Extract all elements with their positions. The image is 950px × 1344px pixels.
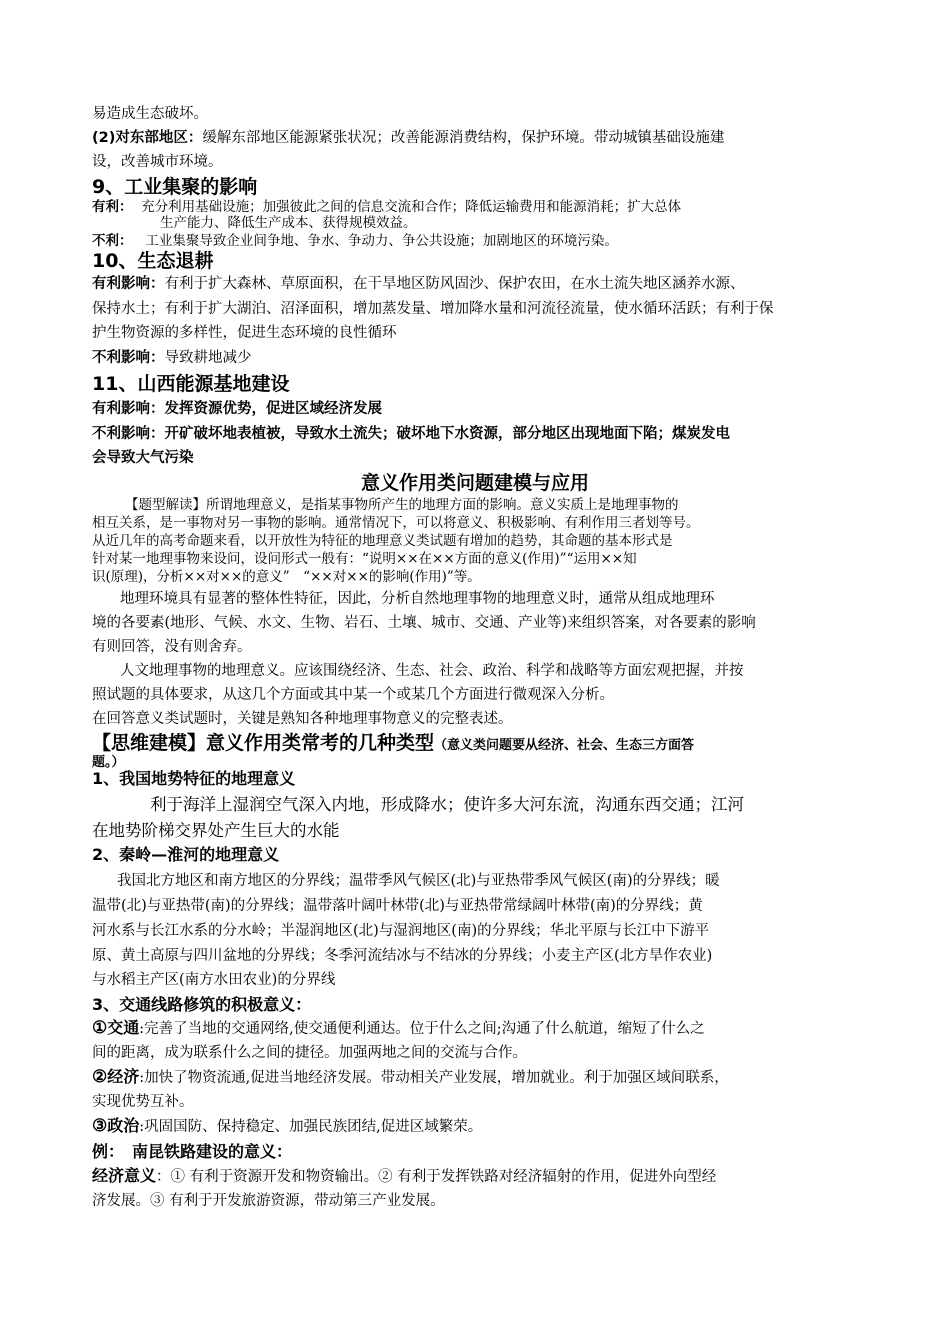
text-span: :加快了物资流通,促进当地经济发展。带动相关产业发展，增加就业。利于加强区域间联系， bbox=[139, 1070, 729, 1086]
text-line: 间的距离，成为联系什么之间的捷径。加强两地之间的交流与合作。 bbox=[92, 1045, 527, 1061]
text-line: 我国北方地区和南方地区的分界线；温带季风气候区(北)与亚热带季风气候区(南)的分界线；暖 bbox=[117, 873, 720, 889]
key-term: 经济 bbox=[107, 1067, 140, 1086]
text-span: 导致耕地减少 bbox=[164, 350, 252, 366]
text-line: 保持水土；有利于扩大湖泊、沼泽面积，增加蒸发量、增加降水量和河流径流量，使水循环活跃；有利于保 bbox=[92, 301, 774, 317]
text-line: 在回答意义类试题时，关键是熟知各种地理事物意义的完整表述。 bbox=[92, 711, 513, 727]
key-term: 交通 bbox=[107, 1018, 140, 1037]
text-span: 缓解东部地区能源紧张状况；改善能源消费结构，保护环境。带动城镇基础设施建 bbox=[202, 130, 725, 146]
text-line: 不利影响：开矿破坏地表植被，导致水土流失；破坏地下水资源，部分地区出现地面下陷；煤炭发电 bbox=[92, 426, 730, 442]
text-line: 【题型解读】所谓地理意义，是指某事物所产生的地理方面的影响。意义实质上是地理事物的 bbox=[125, 497, 679, 513]
label-advantage: 有利： bbox=[92, 199, 133, 215]
example-heading: 例： 南昆铁路建设的意义： bbox=[92, 1142, 293, 1161]
text-line: 设，改善城市环境。 bbox=[92, 154, 223, 170]
text-line: 境的各要素(地形、气候、水文、生物、岩石、土壤、城市、交通、产业等)来组织答案，对各要素的影响 bbox=[92, 615, 756, 631]
text-span: 有利于扩大森林、草原面积，在干旱地区防风固沙、保护农田，在水土流失地区涵养水源、 bbox=[164, 276, 745, 292]
section-heading-10: 10、生态退耕 bbox=[92, 250, 214, 272]
text-span: :完善了当地的交通网络,使交通便利通达。位于什么之间;沟通了什么航道，缩短了什么之 bbox=[139, 1021, 705, 1037]
number-mark: ② bbox=[92, 1067, 108, 1087]
number-mark: ③ bbox=[92, 1116, 108, 1136]
text-line: 生产能力、降低生产成本、获得规模效益。 bbox=[160, 215, 417, 231]
text-line: 识(原理)，分析××对××的意义” “××对××的影响(作用)”等。 bbox=[92, 569, 481, 585]
text-line: 易造成生态破坏。 bbox=[92, 106, 208, 122]
text-line bbox=[92, 1115, 822, 1138]
text-span: ：① 有利于资源开发和物资输出。② 有利于发挥铁路对经济辐射的作用，促进外向型经 bbox=[156, 1169, 717, 1185]
text-line: 照试题的具体要求，从这几个方面或其中某一个或某几个方面进行微观深入分析。 bbox=[92, 687, 614, 703]
text-line bbox=[92, 347, 822, 369]
text-span: 充分利用基础设施；加强彼此之间的信息交流和合作；降低运输费用和能源消耗；扩大总体 bbox=[141, 199, 682, 215]
text-span: 工业集聚导致企业间争地、争水、争动力、争公共设施；加剧地区的环境污染。 bbox=[145, 233, 618, 249]
subsection-heading: 1、我国地势特征的地理意义 bbox=[92, 769, 296, 788]
label-disadvantage: 不利： bbox=[92, 233, 133, 249]
text-line bbox=[92, 1066, 822, 1089]
text-line: 相互关系，是一事物对另一事物的影响。通常情况下，可以将意义、积极影响、有利作用三者划等号。 bbox=[92, 515, 700, 531]
page-title: 意义作用类问题建模与应用 bbox=[360, 472, 589, 494]
text-line: 有则回答，没有则舍弃。 bbox=[92, 639, 252, 655]
text-line: 实现优势互补。 bbox=[92, 1094, 194, 1110]
text-line: 针对某一地理事物来设问，设问形式一般有：“说明××在××方面的意义(作用)”“运用××知 bbox=[92, 551, 637, 567]
label-east-region: (2)对东部地区： bbox=[92, 130, 203, 146]
text-line bbox=[92, 273, 822, 295]
text-line: 护生物资源的多样性，促进生态环境的良性循环 bbox=[92, 325, 397, 341]
text-line: 利于海洋上湿润空气深入内地，形成降水；使许多大河东流，沟通东西交通；江河 bbox=[150, 795, 744, 814]
label-disadvantage-impact: 不利影响： bbox=[92, 350, 165, 366]
text-line: 从近几年的高考命题来看，以开放性为特征的地理意义类试题有增加的趋势，其命题的基本形式是 bbox=[92, 533, 673, 549]
text-line bbox=[92, 1165, 822, 1188]
text-line: 地理环境具有显著的整体性特征，因此，分析自然地理事物的地理意义时，通常从组成地理环 bbox=[120, 591, 715, 607]
number-mark: ① bbox=[92, 1018, 108, 1038]
text-line: 温带(北)与亚热带(南)的分界线；温带落叶阔叶林带(北)与亚热带常绿阔叶林带(南)的分界线；黄 bbox=[92, 898, 703, 914]
text-line bbox=[92, 127, 822, 149]
text-line: 会导致大气污染 bbox=[92, 450, 194, 466]
section-heading-11: 11、山西能源基地建设 bbox=[92, 373, 290, 395]
subsection-heading: 3、交通线路修筑的积极意义： bbox=[92, 995, 312, 1014]
section-heading-9: 9、工业集聚的影响 bbox=[92, 176, 258, 198]
text-line: 有利影响：发挥资源优势，促进区域经济发展 bbox=[92, 401, 382, 417]
subsection-heading: 2、秦岭—淮河的地理意义 bbox=[92, 845, 280, 864]
text-line bbox=[92, 1017, 822, 1040]
text-line: 济发展。③ 有利于开发旅游资源，带动第三产业发展。 bbox=[92, 1193, 445, 1209]
model-subtitle-cont: 题。） bbox=[92, 755, 125, 770]
text-line: 河水系与长江水系的分水岭；半湿润地区(北)与湿润地区(南)的分界线；华北平原与长江中下游平 bbox=[92, 923, 710, 939]
key-term: 政治 bbox=[107, 1116, 140, 1135]
model-subtitle: （意义类问题要从经济、社会、生态三方面答 bbox=[434, 738, 695, 753]
text-line: 人文地理事物的地理意义。应该围绕经济、生态、社会、政治、科学和战略等方面宏观把握，并按 bbox=[120, 663, 744, 679]
text-span: :巩固国防、保持稳定、加强民族团结,促进区域繁荣。 bbox=[139, 1119, 483, 1135]
text-line: 在地势阶梯交界处产生巨大的水能 bbox=[92, 821, 340, 840]
key-term: 经济意义 bbox=[92, 1166, 157, 1185]
model-title: 【思维建模】意义作用类常考的几种类型 bbox=[92, 732, 435, 754]
text-line: 原、黄土高原与四川盆地的分界线；冬季河流结冰与不结冰的分界线；小麦主产区(北方旱作农业) bbox=[92, 948, 713, 964]
text-line: 与水稻主产区(南方水田农业)的分界线 bbox=[92, 972, 336, 988]
label-advantage-impact: 有利影响： bbox=[92, 276, 165, 292]
